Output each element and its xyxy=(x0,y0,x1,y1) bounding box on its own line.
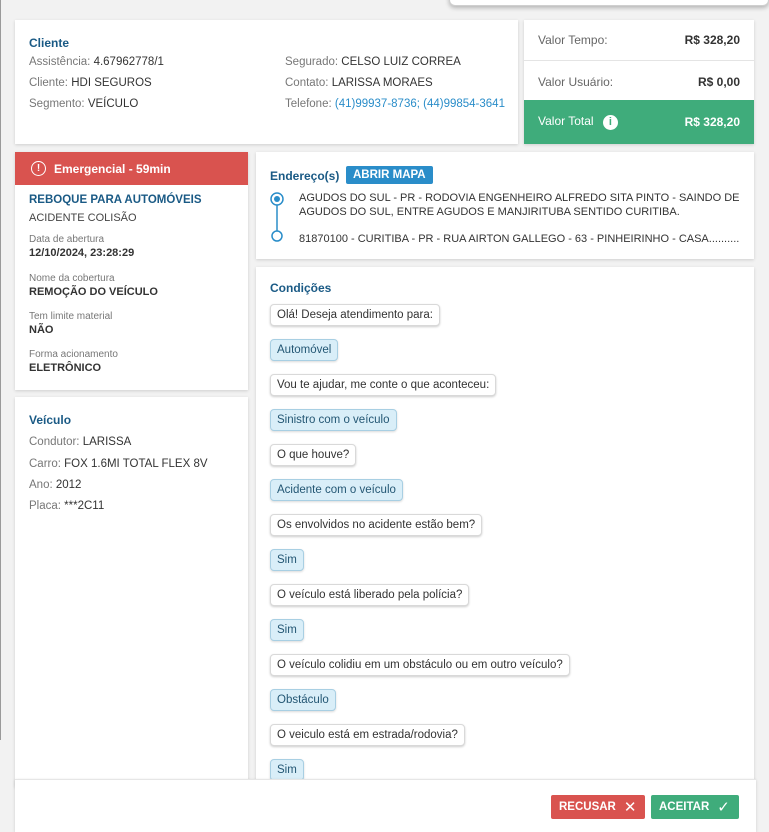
abertura-label: Data de abertura xyxy=(29,234,105,245)
cliente-label: Cliente: xyxy=(29,77,68,89)
left-divider xyxy=(0,0,1,740)
cliente-value: HDI SEGUROS xyxy=(71,77,152,89)
valor-total-label-wrap xyxy=(538,114,618,129)
service-subtitle: ACIDENTE COLISÃO xyxy=(29,212,137,224)
segurado-label: Segurado: xyxy=(285,56,339,68)
condutor-label: Condutor: xyxy=(29,436,80,448)
ano-row xyxy=(29,479,81,491)
client-title: Cliente xyxy=(29,36,70,50)
segmento-row xyxy=(29,98,138,110)
vehicle-card xyxy=(15,397,248,787)
placa-row xyxy=(29,500,104,512)
telefone-label: Telefone: xyxy=(285,98,332,110)
question-bubble: O que houve? xyxy=(270,444,356,466)
conditions-chat xyxy=(270,304,744,829)
contato-row xyxy=(285,77,433,89)
origin-line-1: AGUDOS DO SUL - PR - RODOVIA ENGENHEIRO ALFREDO SITA PINTO - SAINDO DE xyxy=(299,192,740,204)
placa-value: ***2C11 xyxy=(64,500,105,512)
acionamento-value: ELETRÔNICO xyxy=(29,362,102,374)
question-bubble: Vou te ajudar, me conte o que aconteceu: xyxy=(270,374,496,396)
placa-label: Placa: xyxy=(29,500,61,512)
segurado-row xyxy=(285,56,461,68)
route-icon xyxy=(270,192,284,242)
answer-bubble: Sim xyxy=(270,549,304,571)
question-bubble: O veículo está liberado pela polícia? xyxy=(270,584,469,606)
cobertura-value: REMOÇÃO DO VEÍCULO xyxy=(29,286,158,298)
answer-bubble: Sinistro com o veículo xyxy=(270,409,397,431)
question-bubble: Os envolvidos no acidente estão bem? xyxy=(270,514,482,536)
answer-bubble: Sim xyxy=(270,619,304,641)
address-card xyxy=(256,152,754,259)
ano-label: Ano: xyxy=(29,479,53,491)
assistencia-row xyxy=(29,56,164,68)
abertura-value: 12/10/2024, 23:28:29 xyxy=(29,247,135,259)
limite-value: NÃO xyxy=(29,324,54,336)
ano-value: 2012 xyxy=(55,479,82,491)
limite-label: Tem limite material xyxy=(29,311,113,322)
valor-usuario-label: Valor Usuário: xyxy=(538,74,614,89)
footer-bar xyxy=(15,779,756,832)
reject-label: RECUSAR xyxy=(559,801,616,813)
question-bubble: Olá! Deseja atendimento para: xyxy=(270,304,440,326)
check-icon: ✓ xyxy=(717,799,730,816)
carro-label: Carro: xyxy=(29,458,61,470)
segurado-value: CELSO LUIZ CORREA xyxy=(341,56,461,68)
carro-value: FOX 1.6MI TOTAL FLEX 8V xyxy=(64,458,208,470)
condutor-row xyxy=(29,436,131,448)
valor-total-label: Valor Total xyxy=(538,114,594,129)
carro-row xyxy=(29,458,208,470)
segmento-label: Segmento: xyxy=(29,98,85,110)
info-icon[interactable]: i xyxy=(603,115,618,130)
valor-tempo-label: Valor Tempo: xyxy=(538,33,608,47)
valor-usuario-amount: R$ 0,00 xyxy=(697,74,740,89)
origin-address xyxy=(299,191,739,219)
contato-value: LARISSA MORAES xyxy=(331,77,433,89)
acionamento-label: Forma acionamento xyxy=(29,349,118,360)
values-card xyxy=(524,20,754,144)
reject-button[interactable] xyxy=(551,795,645,819)
answer-bubble: Acidente com o veículo xyxy=(270,479,403,501)
vehicle-title: Veículo xyxy=(29,413,72,427)
telefone-row xyxy=(285,98,505,110)
origin-line-2: AGUDOS DO SUL, ENTRE AGUDOS E MANJIRITUBA SENTIDO CURITIBA. xyxy=(299,206,680,218)
question-bubble: O veiculo está em estrada/rodovia? xyxy=(270,724,465,746)
valor-usuario-row xyxy=(524,61,754,102)
valor-total-row xyxy=(524,100,754,144)
condutor-value: LARISSA xyxy=(82,436,132,448)
assistencia-label: Assistência: xyxy=(29,56,91,68)
popover-edge xyxy=(449,0,769,6)
answer-bubble: Obstáculo xyxy=(270,689,336,711)
question-bubble: O veículo colidiu em um obstáculo ou em outro veículo? xyxy=(270,654,570,676)
open-map-button[interactable]: ABRIR MAPA xyxy=(346,166,433,184)
accept-label: ACEITAR xyxy=(659,801,710,813)
valor-total-amount: R$ 328,20 xyxy=(684,115,740,129)
telefone-link[interactable]: (41)99937-8736; (44)99854-3641 xyxy=(334,98,505,110)
close-icon: ✕ xyxy=(623,799,637,816)
alert-icon: ! xyxy=(31,161,46,176)
assistencia-value: 4.67962778/1 xyxy=(93,56,164,68)
accept-button[interactable] xyxy=(651,795,739,819)
conditions-card xyxy=(256,267,754,787)
service-title: REBOQUE PARA AUTOMÓVEIS xyxy=(29,194,202,206)
client-card xyxy=(15,20,518,144)
valor-tempo-row xyxy=(524,20,754,61)
valor-tempo-amount: R$ 328,20 xyxy=(684,33,740,47)
contato-label: Contato: xyxy=(285,77,329,89)
conditions-title: Condições xyxy=(270,281,332,295)
segmento-value: VEÍCULO xyxy=(87,98,139,110)
cliente-row xyxy=(29,77,152,89)
emergency-banner xyxy=(15,152,248,185)
answer-bubble: Automóvel xyxy=(270,339,338,361)
address-title: Endereço(s) xyxy=(270,169,340,183)
destination-address: 81870100 - CURITIBA - PR - RUA AIRTON GALLEGO - 63 - PINHEIRINHO - CASA.......... xyxy=(299,233,740,245)
service-card xyxy=(15,152,248,390)
cobertura-label: Nome da cobertura xyxy=(29,273,115,284)
answer-bubble: Sim xyxy=(270,759,304,781)
emergency-banner-text: Emergencial - 59min xyxy=(54,161,171,176)
